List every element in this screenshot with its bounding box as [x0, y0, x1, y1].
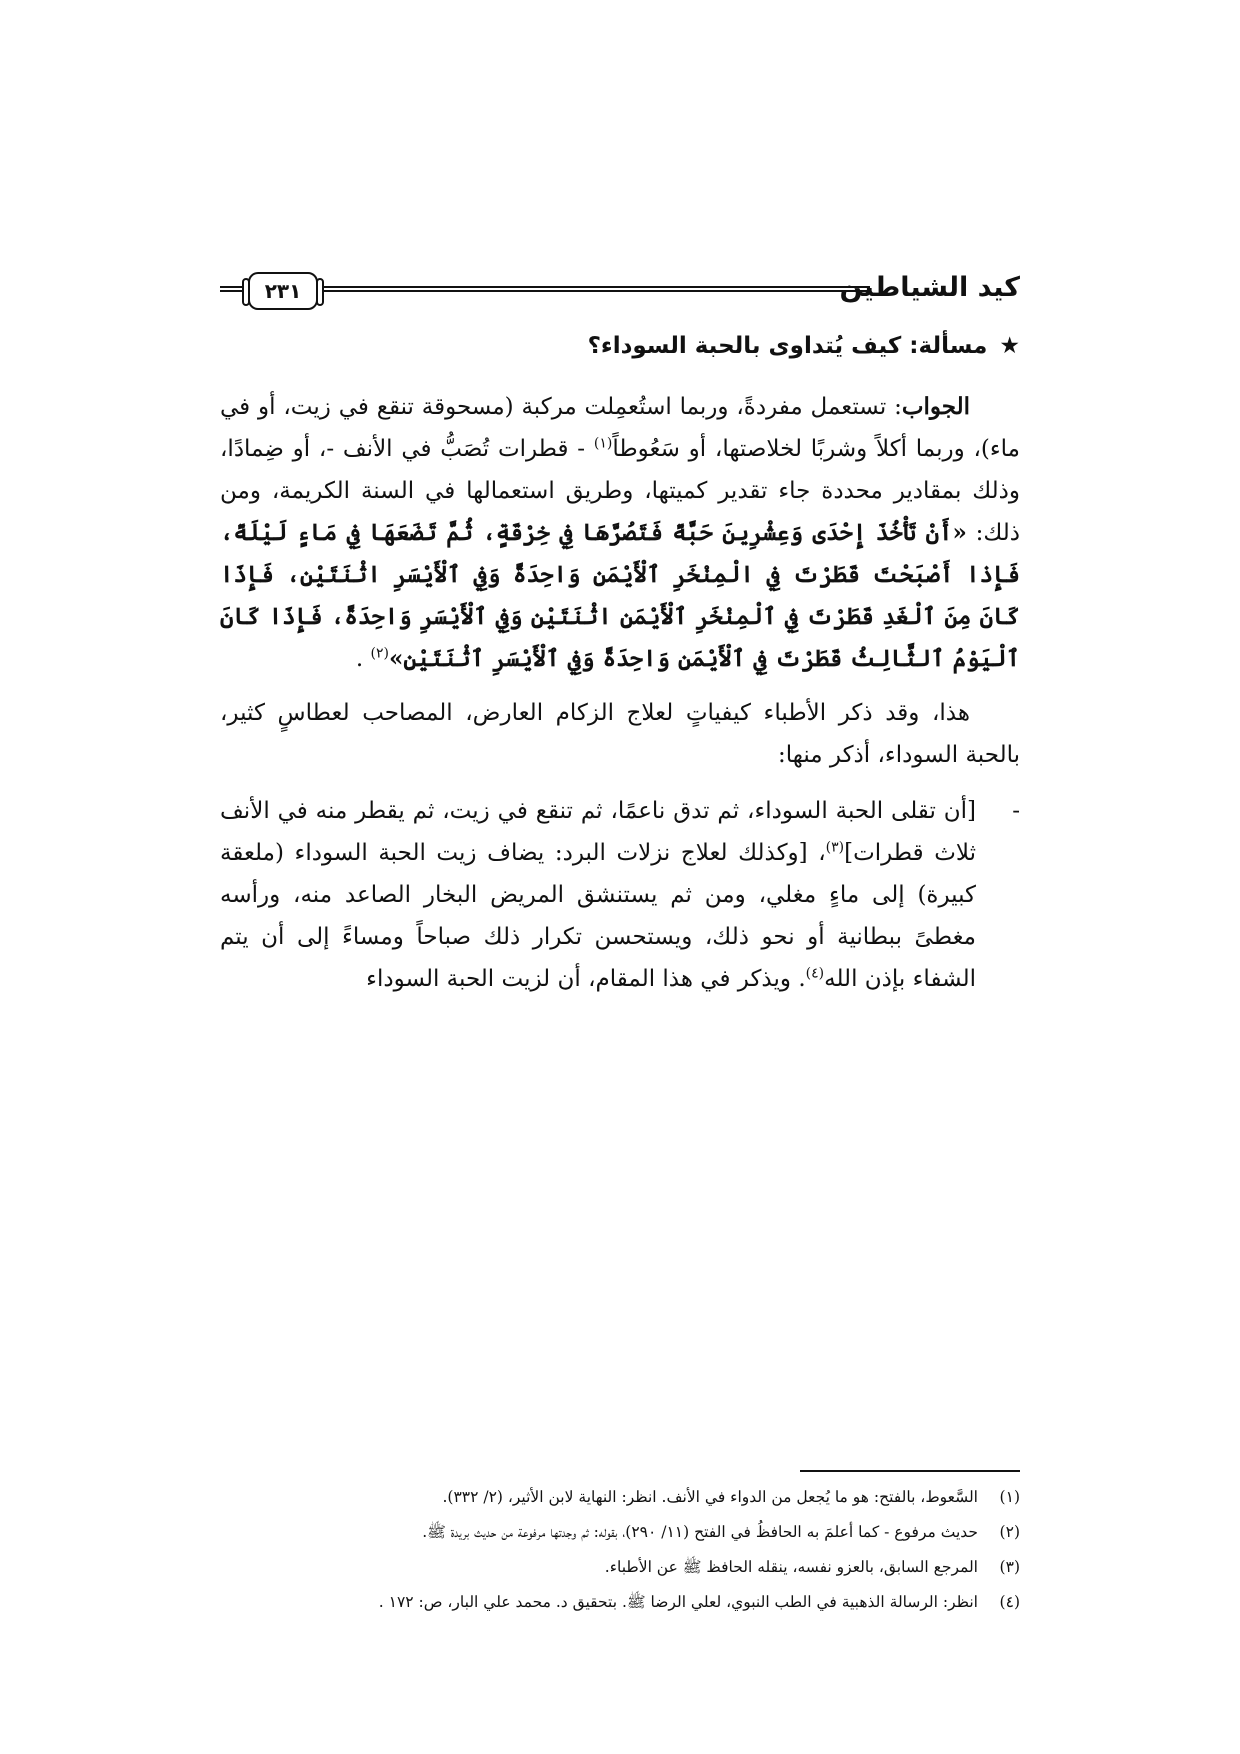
footnote-text: المرجع السابق، بالعزو نفسه، ينقله الحافظ ﷺ عن الأطباء. — [604, 1558, 978, 1576]
footnote-item — [220, 1587, 1020, 1618]
footnote-list — [220, 1482, 1020, 1622]
star-icon: ★ — [999, 333, 1020, 359]
footnote-separator — [800, 1470, 1020, 1472]
footnote-text: حديث مرفوع - كما أعلمَ به الحافظُ في الفتح (١١/ ٢٩٠)، بقوله: ثم وجدتها مرفوعة من حديث بريدة ﷺ. — [422, 1523, 978, 1541]
list-item-part-3: . ويذكر في هذا المقام، أن لزيت الحبة السوداء — [366, 966, 806, 992]
footnote-number: (٤) — [999, 1593, 1020, 1611]
header-rule — [320, 286, 870, 292]
answer-continuation: - قطرات تُصَبُّ في الأنف -، أو ضِمادًا، وذلك بمقادير محددة جاء تقدير كميتها، وطريق استعمالها في السنة الكريمة، ومن ذلك: — [220, 436, 1020, 546]
footnote-number: (١) — [999, 1488, 1020, 1506]
footnote-ref-2[interactable]: (٢) — [370, 645, 390, 662]
footnote-text: انظر: الرسالة الذهبية في الطب النبوي، لعلي الرضا ﷺ. بتحقيق د. محمد علي البار، ص: ١٧٢ . — [378, 1593, 978, 1611]
answer-paragraph — [220, 386, 1020, 680]
second-paragraph: هذا، وقد ذكر الأطباء كيفياتٍ لعلاج الزكام العارض، المصاحب لعطاسٍ كثير، بالحبة السوداء، أذكر منها: — [220, 700, 1020, 768]
hadith-text: «أَنْ تَأْخُذَ إِحْدَى وَعِشْرِينَ حَبَّةً فَتَصُرَّهَا فِي خِرْقَةٍ، ثُمَّ تَضَعَهَا فِي مَاءٍ لَيْلَةً، فَإِذا أَصْبَحْتَ قَطَرْتَ فِي الْمِنْخَرِ ٱلْأَيْمَنِ وَاحِدَةً وَفِي ٱلْأَيْسَرِ اثْنَتَيْنِ، فَإِذَا كَانَ مِنَ ٱلْغَدِ قَطَرْتَ فِي ٱلْمِنْخَرِ ٱلْأَيْمَنِ اثْنَتَيْنِ وَفِي ٱلْأَيْسَرِ وَاحِدَةً، فَإِذَا كَانَ ٱلْيَوْمُ ٱلثَّالِثُ قَطَرْتَ فِي ٱلْأَيْمَنِ وَاحِدَةً وَفِي ٱلْأَيْسَرِ ٱثْنَتَيْنِ» — [220, 519, 1020, 672]
footnote-item — [220, 1517, 1020, 1548]
page-number: ٢٣١ — [264, 279, 302, 303]
list-item-part-1: [أن تقلى الحبة السوداء، ثم تدق ناعمًا، ثم تنقع في زيت، ثم يقطر منه في الأنف ثلاث قطرات] — [220, 798, 977, 866]
footnote-ref-3[interactable]: (٣) — [825, 839, 845, 856]
header-title: كيد الشياطين — [839, 272, 1020, 303]
page-number-frame — [248, 272, 318, 310]
footnote-ref-1[interactable]: (١) — [593, 435, 613, 452]
answer-end: . — [355, 646, 371, 672]
question-heading — [220, 326, 1020, 366]
footnote-item — [220, 1552, 1020, 1583]
answer-lead: الجواب — [901, 393, 970, 420]
footnote-number: (٣) — [999, 1558, 1020, 1576]
running-header — [220, 268, 1020, 314]
question-text: مسألة: كيف يُتداوى بالحبة السوداء؟ — [587, 333, 988, 359]
footnote-text: السَّعوط، بالفتح: هو ما يُجعل من الدواء في الأنف. انظر: النهاية لابن الأثير، (٢/ ٣٣٢). — [442, 1488, 978, 1506]
main-content — [220, 326, 1020, 1000]
footnote-number: (٢) — [999, 1523, 1020, 1541]
list-dash: - — [1012, 798, 1020, 824]
answer-intro: : تستعمل مفردةً، وربما استُعمِلت مركبة (مسحوقة تنقع في زيت، أو في ماء)، وربما أكلاً وشربًا لخلاصتها، أو سَعُوطاً — [220, 394, 1021, 462]
footnote-item — [220, 1482, 1020, 1513]
footnote-ref-4[interactable]: (٤) — [805, 965, 825, 982]
list-item-part-2: ، [وكذلك لعلاج نزلات البرد: يضاف زيت الحبة السوداء (ملعقة كبيرة) إلى ماءٍ مغلي، ومن ثم يستنشق المريض البخار الصاعد منه، ورأسه مغطىً ببطانية أو نحو ذلك، ويستحسن تكرار ذلك صباحاً ومساءً إلى أن يتم الشفاء بإذن الله — [220, 840, 976, 992]
list-item-paragraph — [220, 790, 1020, 1000]
header-rule-end — [220, 286, 244, 292]
